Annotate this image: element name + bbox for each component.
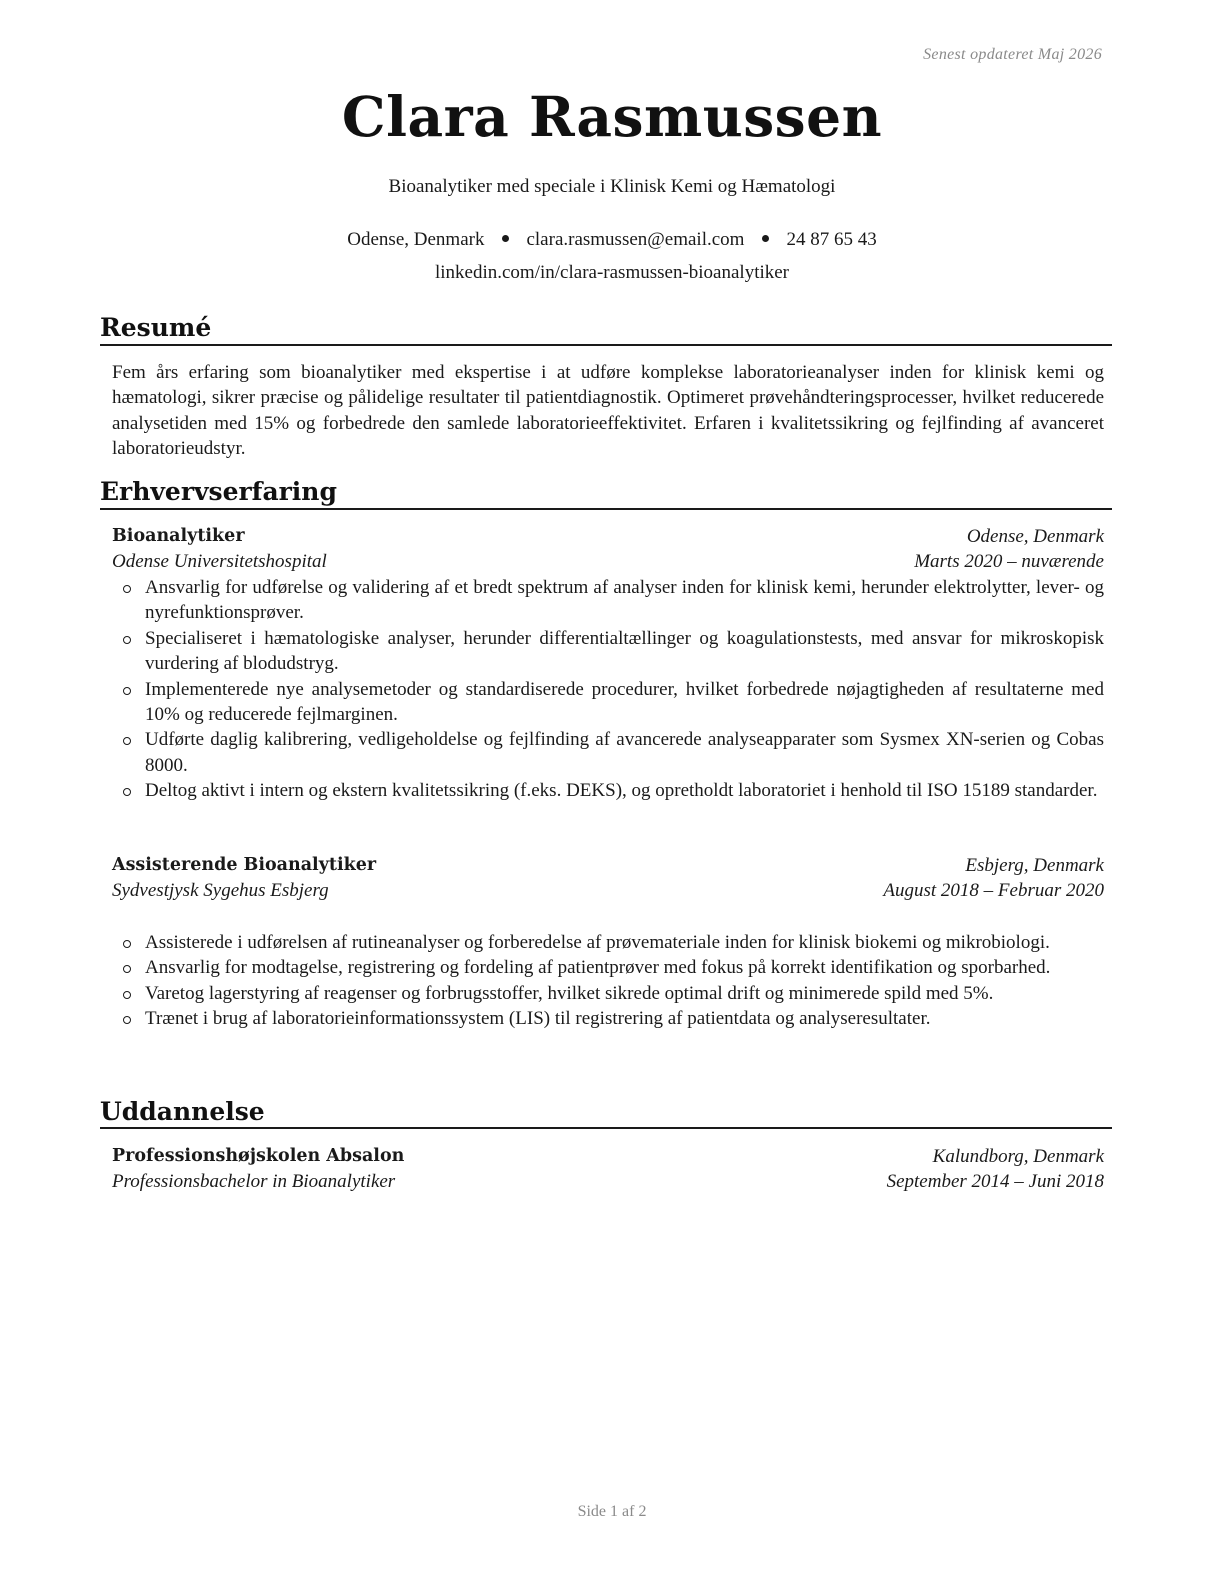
summary-text: Fem års erfaring som bioanalytiker med ekspertise i at udføre komplekse laboratorieanalyser inden for klinisk kemi og hæmatologi, sikrer præcise og pålidelige resultater til patientdiagnostik. Optimeret prøvehåndteringsprocesser, hvilket reducerede analysetiden med 15% og forbedrede den samlede laboratorieeffektivitet. Erfaren i kvalitetssikring og fejlfinding af avanceret laboratorieudstyr.	[112, 362, 1104, 460]
experience-entry-header	[112, 853, 1104, 904]
education-dates: September 2014 – Juni 2018	[886, 1171, 1104, 1193]
list-item	[112, 1006, 1104, 1031]
list-item	[112, 981, 1104, 1006]
list-item	[112, 575, 1104, 626]
circle-bullet-icon	[123, 965, 131, 973]
circle-bullet-icon	[123, 585, 131, 593]
circle-bullet-icon	[123, 687, 131, 695]
degree: Professionsbachelor in Bioanalytiker	[112, 1171, 396, 1193]
experience-entry-header	[112, 524, 1104, 575]
bullet-text: Deltog aktivt i intern og ekstern kvalitetssikring (f.eks. DEKS), og opretholdt laboratoriet i henhold til ISO 15189 standarder.	[145, 780, 1098, 802]
contact-email[interactable]: clara.rasmussen@email.com	[526, 229, 745, 250]
contact-location: Odense, Denmark	[347, 229, 485, 250]
bullet-text: Udførte daglig kalibrering, vedligeholdelse og fejlfinding af avancerede analyseapparater som Sysmex XN-serien og Cobas 8000.	[145, 729, 1104, 776]
employer: Sydvestjysk Sygehus Esbjerg	[112, 880, 329, 902]
bullet-text: Ansvarlig for udførelse og validering af et bredt spektrum af analyser inden for klinisk kemi, herunder elektrolytter, lever- og nyrefunktionsprøver.	[145, 577, 1104, 624]
section-rule	[100, 344, 1112, 346]
experience-bullets	[112, 575, 1104, 804]
school-location: Kalundborg, Denmark	[932, 1146, 1104, 1167]
contact-line	[0, 229, 1224, 251]
employer: Odense Universitetshospital	[112, 551, 327, 573]
section-rule	[100, 508, 1112, 510]
circle-bullet-icon	[123, 940, 131, 948]
job-dates: Marts 2020 – nuværende	[914, 551, 1104, 573]
last-updated-note: Senest opdateret Maj 2026	[923, 46, 1102, 63]
circle-bullet-icon	[123, 636, 131, 644]
list-item	[112, 677, 1104, 728]
job-location: Esbjerg, Denmark	[965, 855, 1104, 876]
list-item	[112, 727, 1104, 778]
circle-bullet-icon	[123, 737, 131, 745]
list-item	[112, 930, 1104, 955]
bullet-separator	[502, 235, 509, 242]
section-rule	[100, 1127, 1112, 1129]
circle-bullet-icon	[123, 991, 131, 999]
list-item	[112, 626, 1104, 677]
circle-bullet-icon	[123, 1016, 131, 1024]
job-title: Assisterende Bioanalytiker	[112, 855, 377, 875]
contact-linkedin[interactable]: linkedin.com/in/clara-rasmussen-bioanalytiker	[434, 262, 790, 283]
job-location: Odense, Denmark	[966, 526, 1104, 547]
professional-tagline: Bioanalytiker med speciale i Klinisk Kemi og Hæmatologi	[388, 176, 836, 197]
bullet-text: Trænet i brug af laboratorieinformationssystem (LIS) til registrering af patientdata og analyseresultater.	[145, 1008, 931, 1030]
circle-bullet-icon	[123, 788, 131, 796]
school-name: Professionshøjskolen Absalon	[112, 1146, 405, 1166]
bullet-text: Specialiseret i hæmatologiske analyser, herunder differentialtællinger og koagulationstests, med ansvar for mikroskopisk vurdering af blodudstryg.	[145, 627, 1104, 675]
education-entry-header	[112, 1144, 1104, 1195]
section-title-experience: Erhvervserfaring	[100, 477, 337, 506]
candidate-name: Clara Rasmussen	[341, 84, 883, 149]
experience-bullets	[112, 930, 1104, 1032]
bullet-text: Assisterede i udførelsen af rutineanalyser og forberedelse af prøvemateriale inden for klinisk biokemi og mikrobiologi.	[145, 932, 1050, 953]
bullet-text: Implementerede nye analysemetoder og standardiserede procedurer, hvilket forbedrede nøjagtigheden af resultaterne med 10% og reducerede fejlmarginen.	[145, 678, 1104, 726]
section-title-education: Uddannelse	[100, 1097, 265, 1126]
bullet-text: Varetog lagerstyring af reagenser og forbrugsstoffer, hvilket sikrede optimal drift og minimerede spild med 5%.	[145, 982, 994, 1004]
contact-phone[interactable]: 24 87 65 43	[786, 229, 877, 250]
job-title: Bioanalytiker	[112, 526, 245, 546]
section-title-summary: Resumé	[100, 313, 212, 342]
bullet-separator	[762, 235, 769, 242]
list-item	[112, 955, 1104, 980]
list-item	[112, 778, 1104, 803]
bullet-text: Ansvarlig for modtagelse, registrering og fordeling af patientprøver med fokus på korrekt identifikation og sporbarhed.	[145, 957, 1051, 979]
page-number: Side 1 af 2	[577, 1503, 647, 1520]
job-dates: August 2018 – Februar 2020	[883, 880, 1104, 902]
